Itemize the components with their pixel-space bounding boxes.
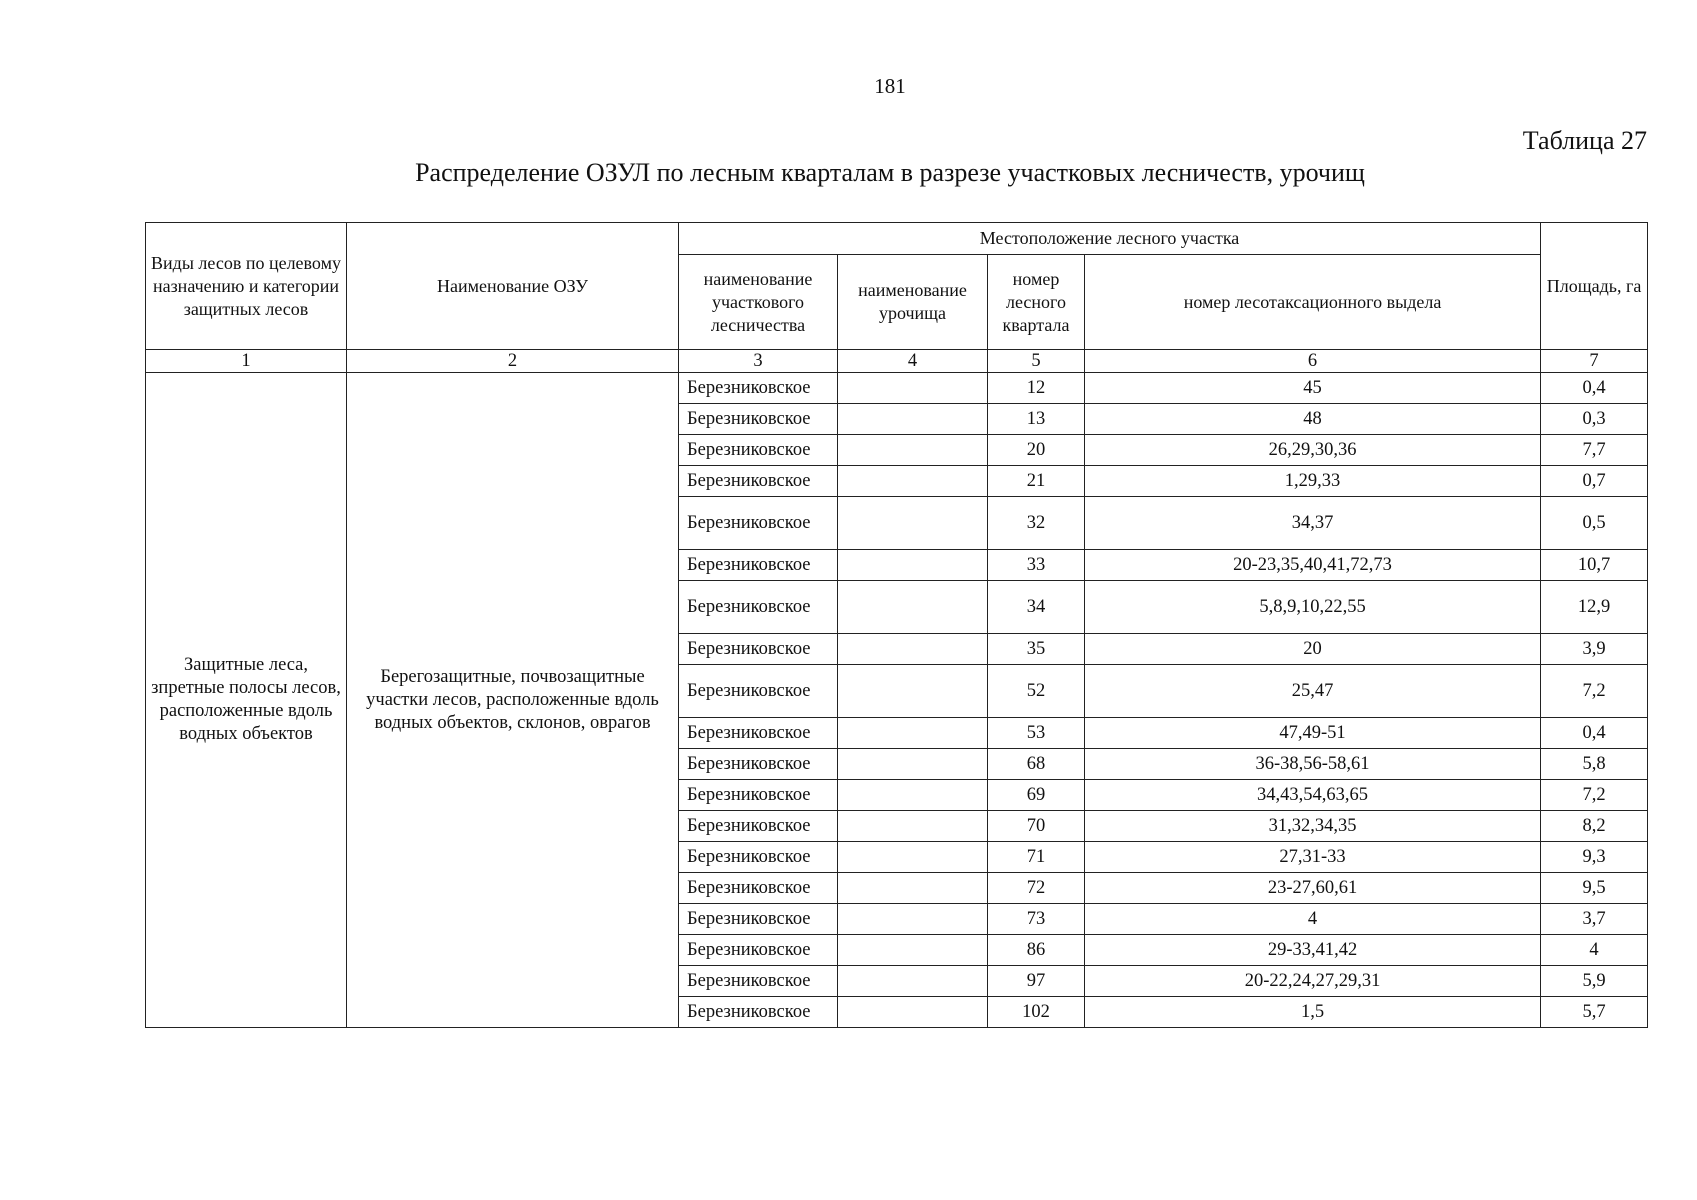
column-number: 4	[838, 350, 988, 373]
tract-cell	[838, 497, 988, 550]
subcompartment-cell: 27,31-33	[1085, 842, 1541, 873]
district-cell: Березниковское	[679, 497, 838, 550]
header-subcompartment: номер лесотаксационного выдела	[1085, 255, 1541, 350]
column-number: 5	[988, 350, 1085, 373]
district-cell: Березниковское	[679, 466, 838, 497]
area-cell: 8,2	[1541, 811, 1648, 842]
tract-cell	[838, 873, 988, 904]
subcompartment-cell: 1,5	[1085, 997, 1541, 1028]
subcompartment-cell: 20-23,35,40,41,72,73	[1085, 550, 1541, 581]
header-district: наименование участкового лесничества	[679, 255, 838, 350]
block-cell: 72	[988, 873, 1085, 904]
block-cell: 20	[988, 435, 1085, 466]
column-number: 6	[1085, 350, 1541, 373]
block-cell: 34	[988, 581, 1085, 634]
area-cell: 10,7	[1541, 550, 1648, 581]
block-cell: 68	[988, 749, 1085, 780]
district-cell: Березниковское	[679, 842, 838, 873]
area-cell: 7,7	[1541, 435, 1648, 466]
area-cell: 5,8	[1541, 749, 1648, 780]
block-cell: 13	[988, 404, 1085, 435]
area-cell: 9,3	[1541, 842, 1648, 873]
block-cell: 70	[988, 811, 1085, 842]
area-cell: 0,4	[1541, 373, 1648, 404]
subcompartment-cell: 4	[1085, 904, 1541, 935]
block-cell: 12	[988, 373, 1085, 404]
area-cell: 7,2	[1541, 780, 1648, 811]
block-cell: 97	[988, 966, 1085, 997]
district-cell: Березниковское	[679, 665, 838, 718]
area-cell: 0,3	[1541, 404, 1648, 435]
subcompartment-cell: 34,37	[1085, 497, 1541, 550]
district-cell: Березниковское	[679, 811, 838, 842]
tract-cell	[838, 550, 988, 581]
block-cell: 32	[988, 497, 1085, 550]
area-cell: 3,7	[1541, 904, 1648, 935]
tract-cell	[838, 665, 988, 718]
column-number-row	[146, 350, 1648, 373]
subcompartment-cell: 29-33,41,42	[1085, 935, 1541, 966]
block-cell: 102	[988, 997, 1085, 1028]
tract-cell	[838, 749, 988, 780]
tract-cell	[838, 466, 988, 497]
subcompartment-cell: 47,49-51	[1085, 718, 1541, 749]
district-cell: Березниковское	[679, 634, 838, 665]
tract-cell	[838, 935, 988, 966]
district-cell: Березниковское	[679, 780, 838, 811]
header-block: номер лесного квартала	[988, 255, 1085, 350]
column-number: 2	[347, 350, 679, 373]
area-cell: 5,9	[1541, 966, 1648, 997]
area-cell: 4	[1541, 935, 1648, 966]
block-cell: 69	[988, 780, 1085, 811]
subcompartment-cell: 5,8,9,10,22,55	[1085, 581, 1541, 634]
tract-cell	[838, 904, 988, 935]
page-number: 181	[874, 74, 906, 98]
block-cell: 21	[988, 466, 1085, 497]
block-cell: 86	[988, 935, 1085, 966]
ozu-name-cell: Берегозащитные, почвозащитные участки лесов, расположенные вдоль водных объектов, склонов, оврагов	[347, 373, 679, 1028]
subcompartment-cell: 31,32,34,35	[1085, 811, 1541, 842]
subcompartment-cell: 45	[1085, 373, 1541, 404]
tract-cell	[838, 811, 988, 842]
subcompartment-cell: 20	[1085, 634, 1541, 665]
district-cell: Березниковское	[679, 966, 838, 997]
tract-cell	[838, 634, 988, 665]
district-cell: Березниковское	[679, 997, 838, 1028]
block-cell: 52	[988, 665, 1085, 718]
area-cell: 7,2	[1541, 665, 1648, 718]
subcompartment-cell: 36-38,56-58,61	[1085, 749, 1541, 780]
tract-cell	[838, 997, 988, 1028]
tract-cell	[838, 373, 988, 404]
header-area: Площадь, га	[1541, 223, 1648, 350]
block-cell: 35	[988, 634, 1085, 665]
tract-cell	[838, 404, 988, 435]
column-number: 7	[1541, 350, 1648, 373]
table-header	[146, 223, 1648, 373]
district-cell: Березниковское	[679, 935, 838, 966]
tract-cell	[838, 842, 988, 873]
area-cell: 0,7	[1541, 466, 1648, 497]
district-cell: Березниковское	[679, 873, 838, 904]
subcompartment-cell: 48	[1085, 404, 1541, 435]
area-cell: 5,7	[1541, 997, 1648, 1028]
subcompartment-cell: 26,29,30,36	[1085, 435, 1541, 466]
header-location-group: Местоположение лесного участка	[679, 223, 1541, 255]
block-cell: 73	[988, 904, 1085, 935]
forest-type-cell: Защитные леса, зпретные полосы лесов, расположенные вдоль водных объектов	[146, 373, 347, 1028]
tract-cell	[838, 966, 988, 997]
header-ozu-name: Наименование ОЗУ	[347, 223, 679, 350]
district-cell: Березниковское	[679, 749, 838, 780]
block-cell: 33	[988, 550, 1085, 581]
column-number: 1	[146, 350, 347, 373]
area-cell: 9,5	[1541, 873, 1648, 904]
district-cell: Березниковское	[679, 718, 838, 749]
tract-cell	[838, 780, 988, 811]
block-cell: 53	[988, 718, 1085, 749]
area-cell: 0,5	[1541, 497, 1648, 550]
document-title: Распределение ОЗУЛ по лесным кварталам в разрезе участковых лесничеств, урочищ	[415, 158, 1365, 187]
tract-cell	[838, 435, 988, 466]
table-body	[146, 373, 1648, 1028]
header-tract: наименование урочища	[838, 255, 988, 350]
area-cell: 3,9	[1541, 634, 1648, 665]
subcompartment-cell: 20-22,24,27,29,31	[1085, 966, 1541, 997]
district-cell: Березниковское	[679, 373, 838, 404]
column-number: 3	[679, 350, 838, 373]
district-cell: Березниковское	[679, 581, 838, 634]
subcompartment-cell: 34,43,54,63,65	[1085, 780, 1541, 811]
area-cell: 12,9	[1541, 581, 1648, 634]
subcompartment-cell: 1,29,33	[1085, 466, 1541, 497]
district-cell: Березниковское	[679, 435, 838, 466]
table-row	[146, 373, 1648, 404]
ozul-distribution-table	[145, 222, 1648, 1028]
subcompartment-cell: 25,47	[1085, 665, 1541, 718]
tract-cell	[838, 718, 988, 749]
block-cell: 71	[988, 842, 1085, 873]
district-cell: Березниковское	[679, 404, 838, 435]
subcompartment-cell: 23-27,60,61	[1085, 873, 1541, 904]
table-label: Таблица 27	[1522, 126, 1647, 155]
tract-cell	[838, 581, 988, 634]
header-forest-type: Виды лесов по целевому назначению и категории защитных лесов	[146, 223, 347, 350]
district-cell: Березниковское	[679, 904, 838, 935]
district-cell: Березниковское	[679, 550, 838, 581]
area-cell: 0,4	[1541, 718, 1648, 749]
